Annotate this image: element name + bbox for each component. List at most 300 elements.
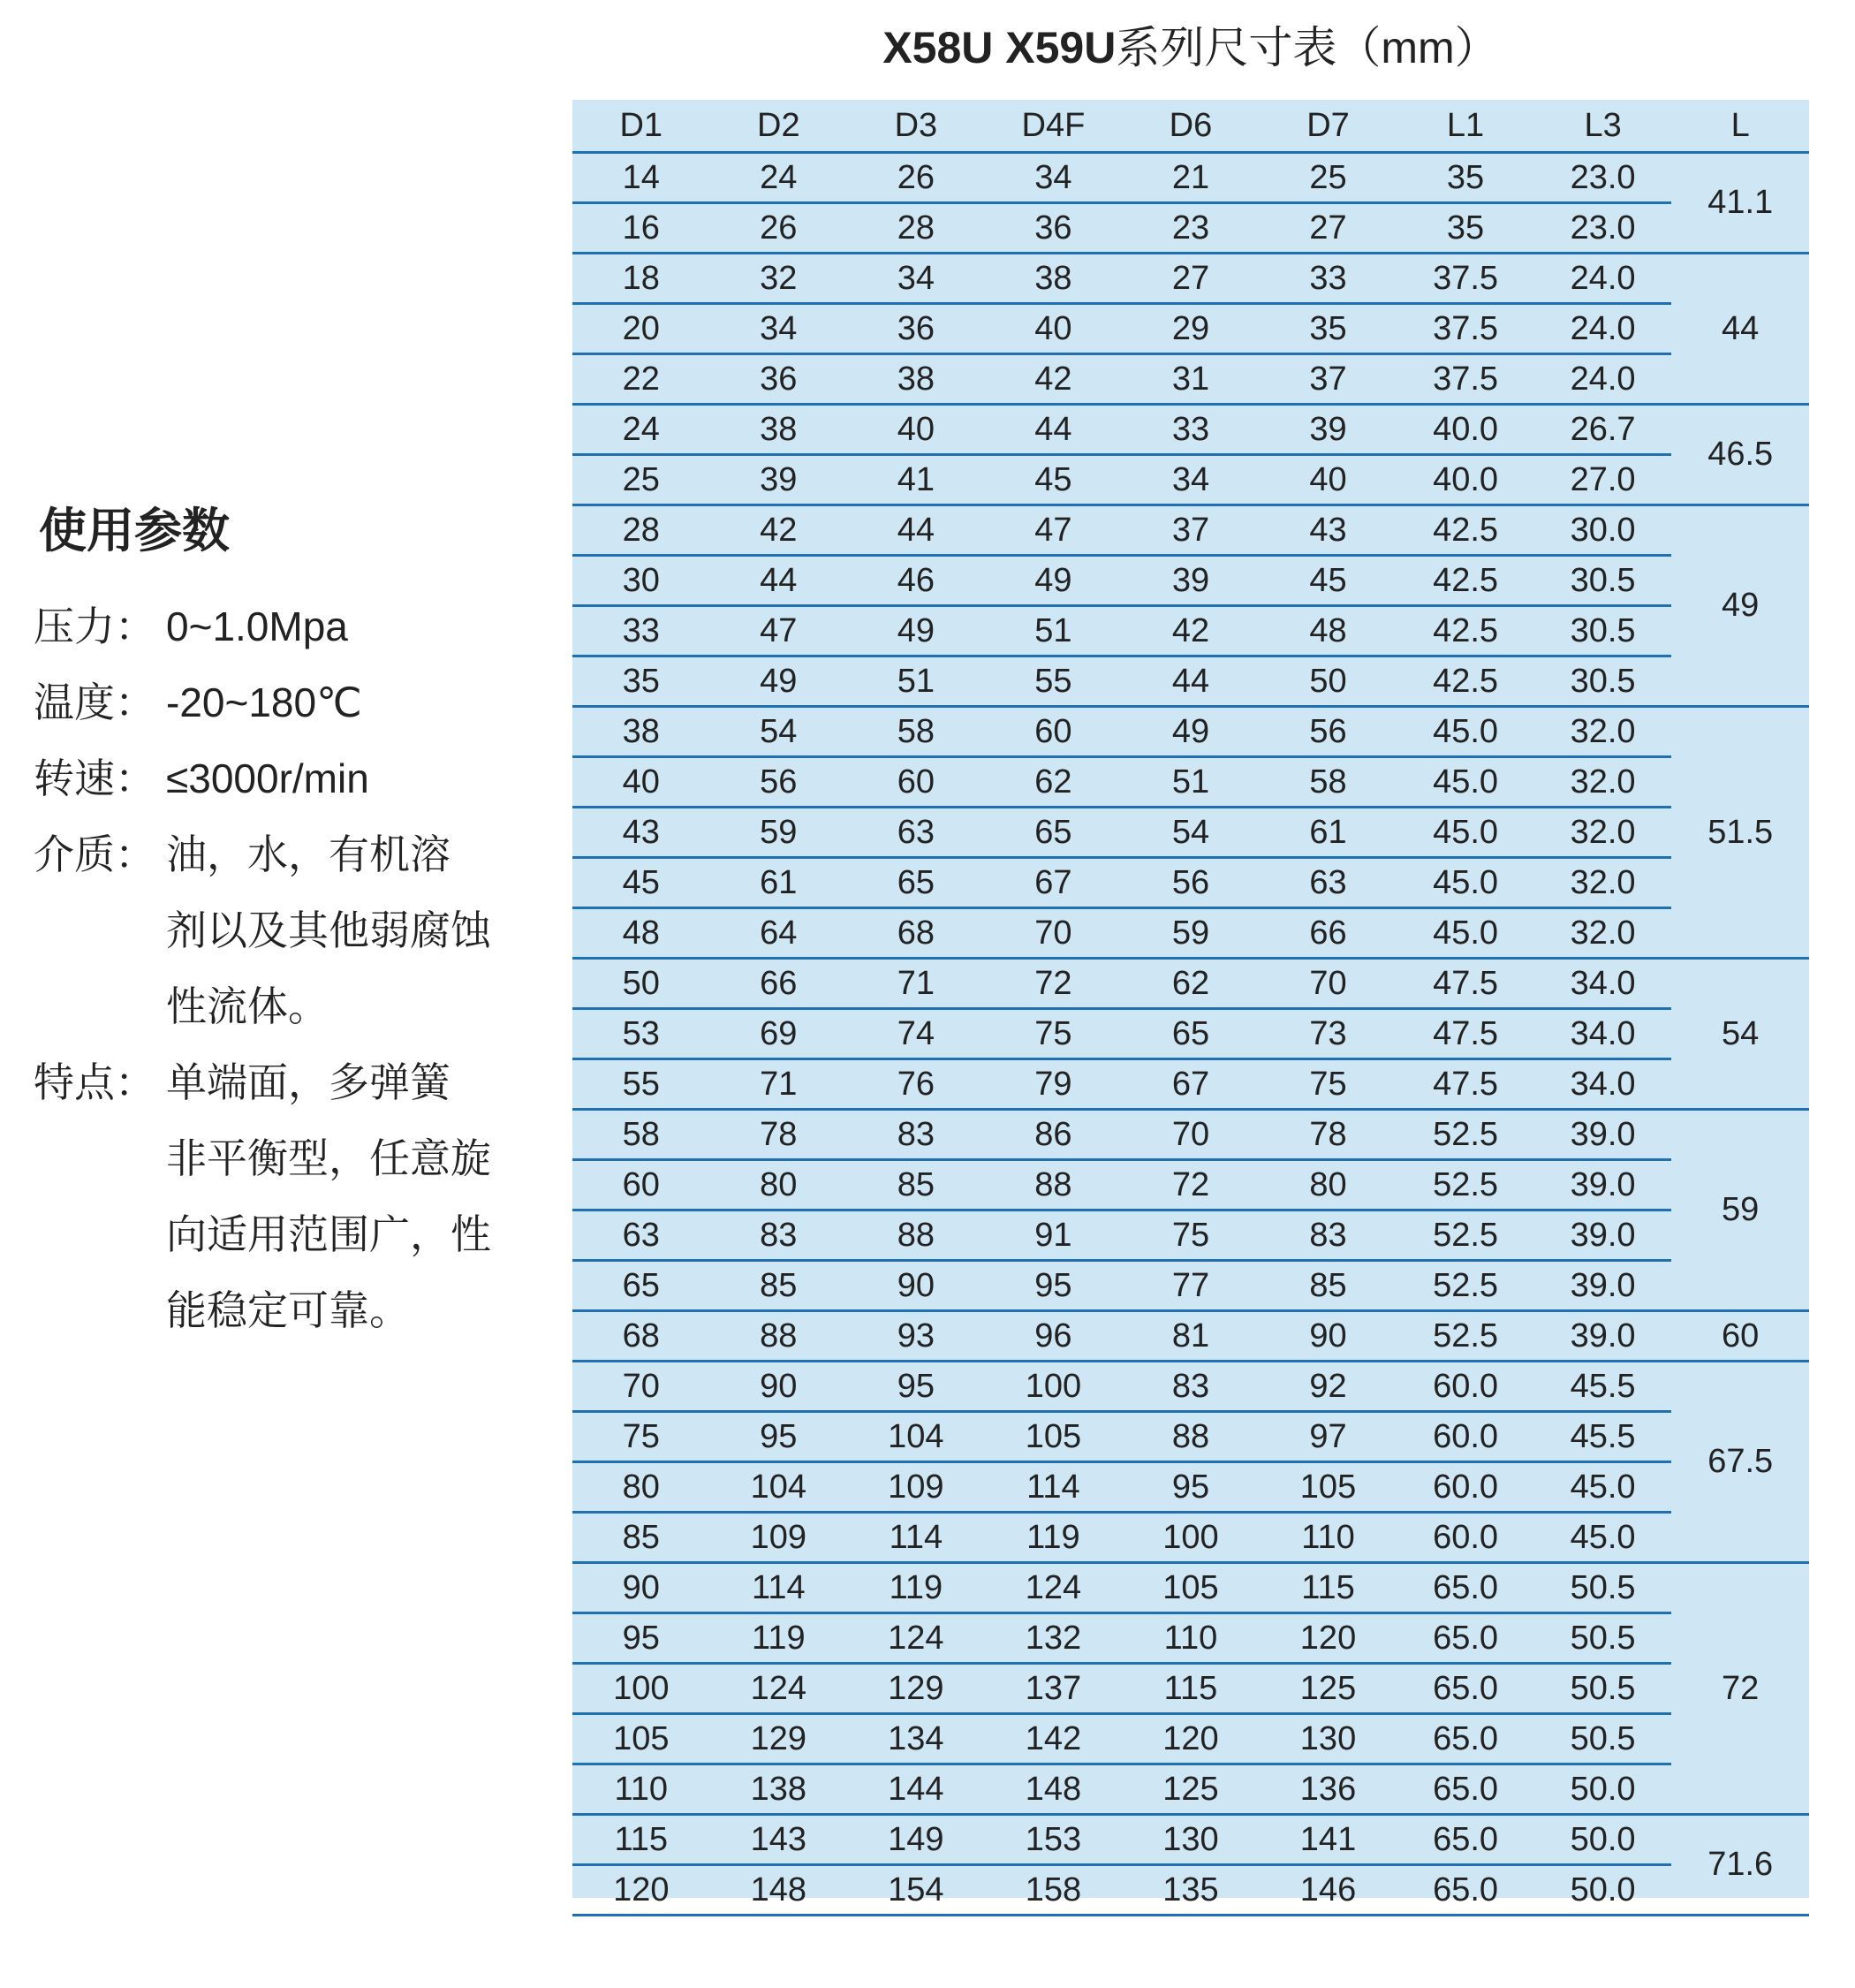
table-cell: 71 xyxy=(847,959,985,1009)
table-cell: 30.5 xyxy=(1534,556,1672,606)
table-cell: 50 xyxy=(572,959,710,1009)
table-cell: 45 xyxy=(985,455,1123,505)
table-cell: 70 xyxy=(1260,959,1397,1009)
l-value-cell: 54 xyxy=(1671,959,1809,1110)
table-cell: 44 xyxy=(1122,656,1260,707)
table-cell: 61 xyxy=(710,858,848,908)
param-value: -20~180℃ xyxy=(166,679,362,725)
table-cell: 60 xyxy=(985,707,1123,757)
table-cell: 44 xyxy=(985,405,1123,455)
param-value: ≤3000r/min xyxy=(166,755,369,801)
table-cell: 65.0 xyxy=(1397,1563,1534,1613)
table-cell: 32.0 xyxy=(1534,858,1672,908)
table-cell: 40.0 xyxy=(1397,405,1534,455)
table-cell: 64 xyxy=(710,908,848,959)
table-cell: 34 xyxy=(985,153,1123,203)
table-row xyxy=(572,757,1809,808)
table-cell: 76 xyxy=(847,1059,985,1110)
param-value: 单端面，多弹簧 非平衡型，任意旋 向适用范围广，性 能稳定可靠。 xyxy=(166,1059,491,1333)
table-cell: 35 xyxy=(1260,304,1397,354)
table-cell: 63 xyxy=(847,808,985,858)
table-cell: 45.0 xyxy=(1534,1462,1672,1513)
table-cell: 48 xyxy=(572,908,710,959)
table-cell: 28 xyxy=(572,505,710,556)
table-cell: 34.0 xyxy=(1534,1059,1672,1110)
table-cell: 34 xyxy=(710,304,848,354)
table-cell: 90 xyxy=(847,1261,985,1311)
param-item xyxy=(34,816,564,1044)
table-cell: 35 xyxy=(1397,203,1534,254)
table-cell: 43 xyxy=(1260,505,1397,556)
table-cell: 125 xyxy=(1122,1764,1260,1815)
column-header: D3 xyxy=(847,100,985,153)
table-cell: 68 xyxy=(847,908,985,959)
table-cell: 40.0 xyxy=(1397,455,1534,505)
table-cell: 62 xyxy=(1122,959,1260,1009)
table-cell: 80 xyxy=(710,1160,848,1210)
table-row xyxy=(572,1563,1809,1613)
table-cell: 50.0 xyxy=(1534,1865,1672,1916)
table-cell: 40 xyxy=(1260,455,1397,505)
table-cell: 32 xyxy=(710,254,848,304)
table-cell: 60 xyxy=(572,1160,710,1210)
l-value-cell: 60 xyxy=(1671,1311,1809,1362)
table-cell: 135 xyxy=(1122,1865,1260,1916)
table-row xyxy=(572,707,1809,757)
column-header: D4F xyxy=(985,100,1123,153)
table-cell: 119 xyxy=(847,1563,985,1613)
table-cell: 37 xyxy=(1260,354,1397,405)
table-cell: 26 xyxy=(710,203,848,254)
table-row xyxy=(572,1613,1809,1664)
table-cell: 52.5 xyxy=(1397,1210,1534,1261)
table-cell: 36 xyxy=(847,304,985,354)
table-cell: 90 xyxy=(572,1563,710,1613)
table-cell: 70 xyxy=(985,908,1123,959)
table-cell: 23.0 xyxy=(1534,203,1672,254)
table-cell: 21 xyxy=(1122,153,1260,203)
table-cell: 49 xyxy=(847,606,985,656)
l-value-cell: 67.5 xyxy=(1671,1362,1809,1563)
table-row xyxy=(572,959,1809,1009)
table-cell: 55 xyxy=(985,656,1123,707)
table-cell: 75 xyxy=(572,1412,710,1462)
table-cell: 60.0 xyxy=(1397,1362,1534,1412)
table-cell: 47.5 xyxy=(1397,959,1534,1009)
table-cell: 44 xyxy=(710,556,848,606)
table-row xyxy=(572,1110,1809,1160)
table-cell: 104 xyxy=(847,1412,985,1462)
table-cell: 65.0 xyxy=(1397,1865,1534,1916)
table-cell: 38 xyxy=(985,254,1123,304)
table-cell: 41 xyxy=(847,455,985,505)
table-cell: 125 xyxy=(1260,1664,1397,1714)
table-cell: 75 xyxy=(1260,1059,1397,1110)
l-value-cell: 44 xyxy=(1671,254,1809,405)
table-cell: 39 xyxy=(1122,556,1260,606)
table-cell: 83 xyxy=(1260,1210,1397,1261)
table-cell: 65.0 xyxy=(1397,1764,1534,1815)
table-cell: 129 xyxy=(847,1664,985,1714)
table-cell: 153 xyxy=(985,1815,1123,1865)
table-cell: 33 xyxy=(1260,254,1397,304)
param-value: 0~1.0Mpa xyxy=(166,603,348,649)
table-cell: 146 xyxy=(1260,1865,1397,1916)
table-cell: 65 xyxy=(1122,1009,1260,1059)
table-cell: 62 xyxy=(985,757,1123,808)
table-cell: 45.5 xyxy=(1534,1362,1672,1412)
table-row xyxy=(572,254,1809,304)
param-label: 介质： xyxy=(34,831,155,877)
table-cell: 75 xyxy=(985,1009,1123,1059)
l-value-cell: 59 xyxy=(1671,1110,1809,1311)
table-cell: 96 xyxy=(985,1311,1123,1362)
table-cell: 34 xyxy=(1122,455,1260,505)
table-cell: 22 xyxy=(572,354,710,405)
table-cell: 30.5 xyxy=(1534,656,1672,707)
table-cell: 23 xyxy=(1122,203,1260,254)
param-label: 特点： xyxy=(34,1059,155,1105)
table-cell: 36 xyxy=(985,203,1123,254)
table-cell: 40 xyxy=(572,757,710,808)
table-cell: 32.0 xyxy=(1534,908,1672,959)
table-cell: 60.0 xyxy=(1397,1462,1534,1513)
table-cell: 65 xyxy=(985,808,1123,858)
table-cell: 90 xyxy=(1260,1311,1397,1362)
table-cell: 114 xyxy=(710,1563,848,1613)
title-text: 系列尺寸表（mm） xyxy=(1116,23,1499,72)
table-cell: 20 xyxy=(572,304,710,354)
table-cell: 32.0 xyxy=(1534,757,1672,808)
table-cell: 60 xyxy=(847,757,985,808)
table-cell: 39.0 xyxy=(1534,1261,1672,1311)
table-cell: 51 xyxy=(985,606,1123,656)
table-cell: 45.0 xyxy=(1397,757,1534,808)
param-item xyxy=(34,740,564,816)
table-cell: 109 xyxy=(710,1513,848,1563)
table-cell: 36 xyxy=(710,354,848,405)
table-cell: 136 xyxy=(1260,1764,1397,1815)
table-cell: 50.5 xyxy=(1534,1664,1672,1714)
table-cell: 56 xyxy=(1122,858,1260,908)
table-cell: 54 xyxy=(710,707,848,757)
table-cell: 97 xyxy=(1260,1412,1397,1462)
l-value-cell: 46.5 xyxy=(1671,405,1809,505)
param-item xyxy=(34,588,564,664)
table-cell: 51 xyxy=(1122,757,1260,808)
table-cell: 65 xyxy=(847,858,985,908)
table-cell: 65.0 xyxy=(1397,1815,1534,1865)
param-item xyxy=(34,664,564,740)
table-cell: 83 xyxy=(1122,1362,1260,1412)
params-heading: 使用参数 xyxy=(39,505,230,558)
table-cell: 65 xyxy=(572,1261,710,1311)
table-cell: 124 xyxy=(847,1613,985,1664)
table-cell: 35 xyxy=(572,656,710,707)
table-cell: 26.7 xyxy=(1534,405,1672,455)
table-cell: 59 xyxy=(710,808,848,858)
table-cell: 52.5 xyxy=(1397,1160,1534,1210)
table-cell: 53 xyxy=(572,1009,710,1059)
table-cell: 50.0 xyxy=(1534,1764,1672,1815)
table-cell: 30 xyxy=(572,556,710,606)
table-cell: 42.5 xyxy=(1397,656,1534,707)
table-cell: 45.0 xyxy=(1397,707,1534,757)
table-cell: 34.0 xyxy=(1534,1009,1672,1059)
table-cell: 39 xyxy=(710,455,848,505)
table-cell: 33 xyxy=(1122,405,1260,455)
table-row xyxy=(572,1513,1809,1563)
table-cell: 105 xyxy=(572,1714,710,1764)
table-cell: 56 xyxy=(1260,707,1397,757)
column-header: L3 xyxy=(1534,100,1672,153)
column-header: L1 xyxy=(1397,100,1534,153)
table-cell: 105 xyxy=(1122,1563,1260,1613)
table-cell: 49 xyxy=(985,556,1123,606)
table-cell: 130 xyxy=(1260,1714,1397,1764)
param-label: 温度： xyxy=(34,679,155,725)
table-row xyxy=(572,304,1809,354)
title-model: X58U X59U xyxy=(882,23,1117,72)
table-cell: 47.5 xyxy=(1397,1059,1534,1110)
table-row xyxy=(572,1664,1809,1714)
table-row xyxy=(572,656,1809,707)
table-cell: 42 xyxy=(710,505,848,556)
table-cell: 39.0 xyxy=(1534,1210,1672,1261)
table-row xyxy=(572,405,1809,455)
table-cell: 38 xyxy=(572,707,710,757)
table-cell: 65.0 xyxy=(1397,1714,1534,1764)
column-header: D2 xyxy=(710,100,848,153)
table-cell: 51 xyxy=(847,656,985,707)
table-cell: 114 xyxy=(985,1462,1123,1513)
table-cell: 100 xyxy=(572,1664,710,1714)
table-cell: 45.0 xyxy=(1397,908,1534,959)
table-row xyxy=(572,1462,1809,1513)
table-cell: 48 xyxy=(1260,606,1397,656)
table-cell: 120 xyxy=(1122,1714,1260,1764)
table-cell: 110 xyxy=(1122,1613,1260,1664)
table-cell: 30.0 xyxy=(1534,505,1672,556)
table-cell: 54 xyxy=(1122,808,1260,858)
param-label: 转速： xyxy=(34,755,155,801)
table-cell: 47.5 xyxy=(1397,1009,1534,1059)
table-row xyxy=(572,1210,1809,1261)
table-cell: 78 xyxy=(1260,1110,1397,1160)
table-cell: 95 xyxy=(985,1261,1123,1311)
table-row xyxy=(572,1865,1809,1916)
table-cell: 93 xyxy=(847,1311,985,1362)
table-cell: 88 xyxy=(1122,1412,1260,1462)
table-cell: 90 xyxy=(710,1362,848,1412)
table-cell: 132 xyxy=(985,1613,1123,1664)
l-value-cell: 71.6 xyxy=(1671,1815,1809,1916)
table-cell: 81 xyxy=(1122,1311,1260,1362)
column-header: D7 xyxy=(1260,100,1397,153)
table-cell: 27 xyxy=(1260,203,1397,254)
table-cell: 92 xyxy=(1260,1362,1397,1412)
table-cell: 38 xyxy=(847,354,985,405)
table-cell: 45 xyxy=(572,858,710,908)
page-title xyxy=(572,12,1809,76)
table-cell: 50.5 xyxy=(1534,1613,1672,1664)
table-cell: 42 xyxy=(1122,606,1260,656)
table-row xyxy=(572,1815,1809,1865)
table-cell: 70 xyxy=(572,1362,710,1412)
param-item xyxy=(34,1044,564,1348)
table-cell: 26 xyxy=(847,153,985,203)
table-cell: 83 xyxy=(847,1110,985,1160)
l-value-cell: 41.1 xyxy=(1671,153,1809,254)
table-row xyxy=(572,455,1809,505)
table-row xyxy=(572,203,1809,254)
table-cell: 43 xyxy=(572,808,710,858)
table-cell: 45.0 xyxy=(1397,858,1534,908)
table-cell: 74 xyxy=(847,1009,985,1059)
table-cell: 79 xyxy=(985,1059,1123,1110)
table-cell: 67 xyxy=(985,858,1123,908)
table-cell: 134 xyxy=(847,1714,985,1764)
table-cell: 105 xyxy=(985,1412,1123,1462)
table-cell: 52.5 xyxy=(1397,1110,1534,1160)
table-row xyxy=(572,354,1809,405)
table-row xyxy=(572,1714,1809,1764)
table-cell: 32.0 xyxy=(1534,808,1672,858)
table-cell: 143 xyxy=(710,1815,848,1865)
table-cell: 65.0 xyxy=(1397,1664,1534,1714)
table-cell: 144 xyxy=(847,1764,985,1815)
table-cell: 100 xyxy=(1122,1513,1260,1563)
table-cell: 47 xyxy=(985,505,1123,556)
table-cell: 119 xyxy=(985,1513,1123,1563)
table-cell: 14 xyxy=(572,153,710,203)
table-cell: 95 xyxy=(710,1412,848,1462)
table-cell: 68 xyxy=(572,1311,710,1362)
table-cell: 115 xyxy=(572,1815,710,1865)
table-cell: 138 xyxy=(710,1764,848,1815)
table-cell: 119 xyxy=(710,1613,848,1664)
column-header: L xyxy=(1671,100,1809,153)
table-cell: 50.5 xyxy=(1534,1563,1672,1613)
table-cell: 58 xyxy=(847,707,985,757)
dimension-table xyxy=(572,100,1809,1916)
table-cell: 24.0 xyxy=(1534,354,1672,405)
table-cell: 50.0 xyxy=(1534,1815,1672,1865)
table-cell: 52.5 xyxy=(1397,1311,1534,1362)
table-cell: 73 xyxy=(1260,1009,1397,1059)
table-cell: 37 xyxy=(1122,505,1260,556)
param-value: 油，水，有机溶 剂以及其他弱腐蚀 性流体。 xyxy=(166,831,491,1029)
table-row xyxy=(572,1261,1809,1311)
table-cell: 27 xyxy=(1122,254,1260,304)
table-cell: 27.0 xyxy=(1534,455,1672,505)
column-header: D6 xyxy=(1122,100,1260,153)
table-cell: 67 xyxy=(1122,1059,1260,1110)
table-cell: 55 xyxy=(572,1059,710,1110)
table-cell: 47 xyxy=(710,606,848,656)
table-cell: 33 xyxy=(572,606,710,656)
table-cell: 50.5 xyxy=(1534,1714,1672,1764)
table-cell: 148 xyxy=(710,1865,848,1916)
table-cell: 25 xyxy=(1260,153,1397,203)
table-cell: 70 xyxy=(1122,1110,1260,1160)
table-row xyxy=(572,153,1809,203)
table-cell: 34.0 xyxy=(1534,959,1672,1009)
l-value-cell: 51.5 xyxy=(1671,707,1809,959)
table-cell: 115 xyxy=(1122,1664,1260,1714)
table-cell: 115 xyxy=(1260,1563,1397,1613)
table-cell: 65.0 xyxy=(1397,1613,1534,1664)
table-cell: 80 xyxy=(572,1462,710,1513)
param-label: 压力： xyxy=(34,603,155,649)
table-cell: 24 xyxy=(710,153,848,203)
table-cell: 72 xyxy=(985,959,1123,1009)
table-cell: 49 xyxy=(710,656,848,707)
table-row xyxy=(572,1009,1809,1059)
table-cell: 39 xyxy=(1260,405,1397,455)
table-row xyxy=(572,556,1809,606)
params-list xyxy=(34,588,564,1348)
table-row xyxy=(572,1362,1809,1412)
table-cell: 40 xyxy=(847,405,985,455)
table-cell: 85 xyxy=(847,1160,985,1210)
table-cell: 100 xyxy=(985,1362,1123,1412)
table-cell: 42.5 xyxy=(1397,505,1534,556)
dimension-table-panel xyxy=(572,100,1809,1908)
table-cell: 63 xyxy=(572,1210,710,1261)
table-cell: 124 xyxy=(985,1563,1123,1613)
table-cell: 83 xyxy=(710,1210,848,1261)
table-cell: 37.5 xyxy=(1397,254,1534,304)
table-cell: 158 xyxy=(985,1865,1123,1916)
table-cell: 58 xyxy=(572,1110,710,1160)
table-cell: 52.5 xyxy=(1397,1261,1534,1311)
table-cell: 114 xyxy=(847,1513,985,1563)
table-cell: 149 xyxy=(847,1815,985,1865)
table-cell: 86 xyxy=(985,1110,1123,1160)
table-cell: 95 xyxy=(1122,1462,1260,1513)
column-header: D1 xyxy=(572,100,710,153)
table-cell: 71 xyxy=(710,1059,848,1110)
table-cell: 154 xyxy=(847,1865,985,1916)
table-cell: 120 xyxy=(1260,1613,1397,1664)
table-cell: 39.0 xyxy=(1534,1160,1672,1210)
table-cell: 45.0 xyxy=(1397,808,1534,858)
table-cell: 39.0 xyxy=(1534,1110,1672,1160)
table-header-row xyxy=(572,100,1809,153)
table-row xyxy=(572,505,1809,556)
table-cell: 130 xyxy=(1122,1815,1260,1865)
table-cell: 77 xyxy=(1122,1261,1260,1311)
table-cell: 40 xyxy=(985,304,1123,354)
table-row xyxy=(572,606,1809,656)
table-cell: 88 xyxy=(847,1210,985,1261)
table-cell: 24.0 xyxy=(1534,254,1672,304)
table-cell: 25 xyxy=(572,455,710,505)
table-cell: 45 xyxy=(1260,556,1397,606)
table-cell: 104 xyxy=(710,1462,848,1513)
table-cell: 38 xyxy=(710,405,848,455)
table-cell: 85 xyxy=(710,1261,848,1311)
table-cell: 63 xyxy=(1260,858,1397,908)
table-cell: 28 xyxy=(847,203,985,254)
table-cell: 85 xyxy=(572,1513,710,1563)
table-row xyxy=(572,808,1809,858)
table-cell: 16 xyxy=(572,203,710,254)
table-cell: 60.0 xyxy=(1397,1513,1534,1563)
table-cell: 72 xyxy=(1122,1160,1260,1210)
table-cell: 42.5 xyxy=(1397,606,1534,656)
